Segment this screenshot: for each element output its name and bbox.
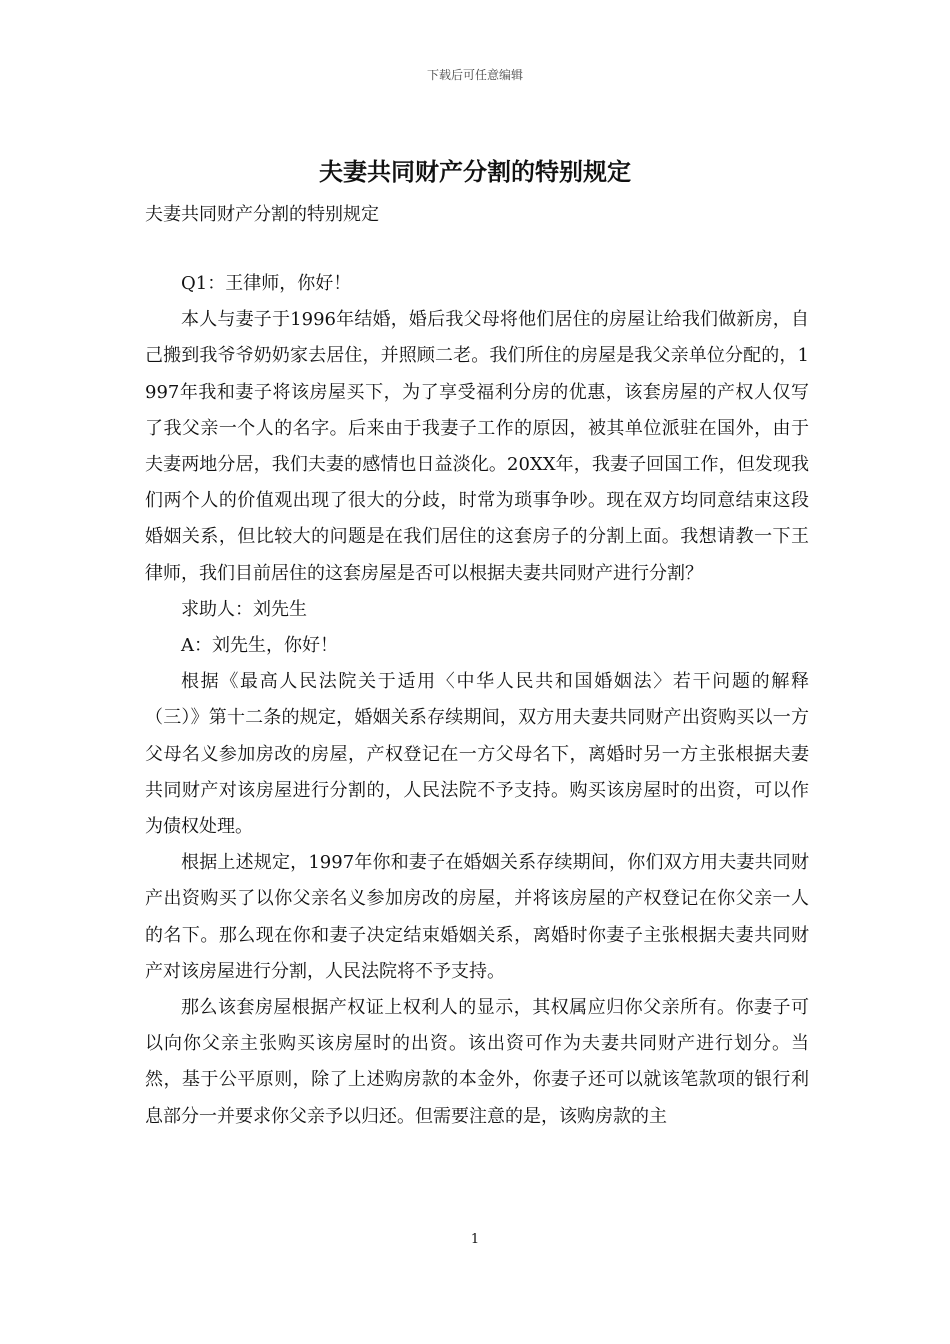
paragraph-application: 根据上述规定，1997年你和妻子在婚姻关系存续期间，你们双方用夫妻共同财产出资购买了以你父亲名义参加房改的房屋，并将该房屋的产权登记在你父亲一人的名下。那么现在你和妻子决定结束婚姻关系，离婚时你妻子主张根据夫妻共同财产对该房屋进行分割，人民法院将不予支持。 xyxy=(145,852,809,982)
paragraph-question: 本人与妻子于1996年结婚，婚后我父母将他们居住的房屋让给我们做新房，自己搬到我爷爷奶奶家去居住，并照顾二老。我们所住的房屋是我父亲单位分配的，1997年我和妻子将该房屋买下，为了享受福利分房的优惠，该套房屋的产权人仅写了我父亲一个人的名字。后来由于我妻子工作的原因，被其单位派驻在国外，由于夫妻两地分居，我们夫妻的感情也日益淡化。20XX年，我妻子回国工作，但发现我们两个人的价值观出现了很大的分歧，时常为琐事争吵。现在双方均同意结束这段婚姻关系，但比较大的问题是在我们居住的这套房子的分割上面。我想请教一下王律师，我们目前居住的这套房屋是否可以根据夫妻共同财产进行分割？ xyxy=(145,309,809,584)
document-subtitle: 夫妻共同财产分割的特别规定 xyxy=(145,204,379,225)
paragraph-answer-greeting: A：刘先生，你好！ xyxy=(181,635,338,657)
paragraph-q1: Q1：王律师，你好！ xyxy=(181,273,352,294)
paragraph-conclusion: 那么该套房屋根据产权证上权利人的显示，其权属应归你父亲所有。你妻子可以向你父亲主张购买该房屋时的出资。该出资可作为夫妻共同财产进行划分。当然，基于公平原则，除了上述购房款的本金外，你妻子还可以就该笔款项的银行利息部分一并要求你父亲予以归还。但需要注意的是，该购房款的主 xyxy=(145,997,809,1127)
page-header: 下载后可任意编辑 xyxy=(426,68,523,82)
document-title: 夫妻共同财产分割的特别规定 xyxy=(319,158,631,186)
document-body xyxy=(145,266,809,1135)
page-number: 1 xyxy=(470,1232,480,1247)
paragraph-requester: 求助人：刘先生 xyxy=(181,598,307,620)
paragraph-legal-basis: 根据《最高人民法院关于适用〈中华人民共和国婚姻法〉若干问题的解释（三）》第十二条的规定，婚姻关系存续期间，双方用夫妻共同财产出资购买以一方父母名义参加房改的房屋，产权登记在一方父母名下，离婚时另一方主张根据夫妻共同财产对该房屋进行分割的，人民法院不予支持。购买该房屋时的出资，可以作为债权处理。 xyxy=(145,671,809,838)
